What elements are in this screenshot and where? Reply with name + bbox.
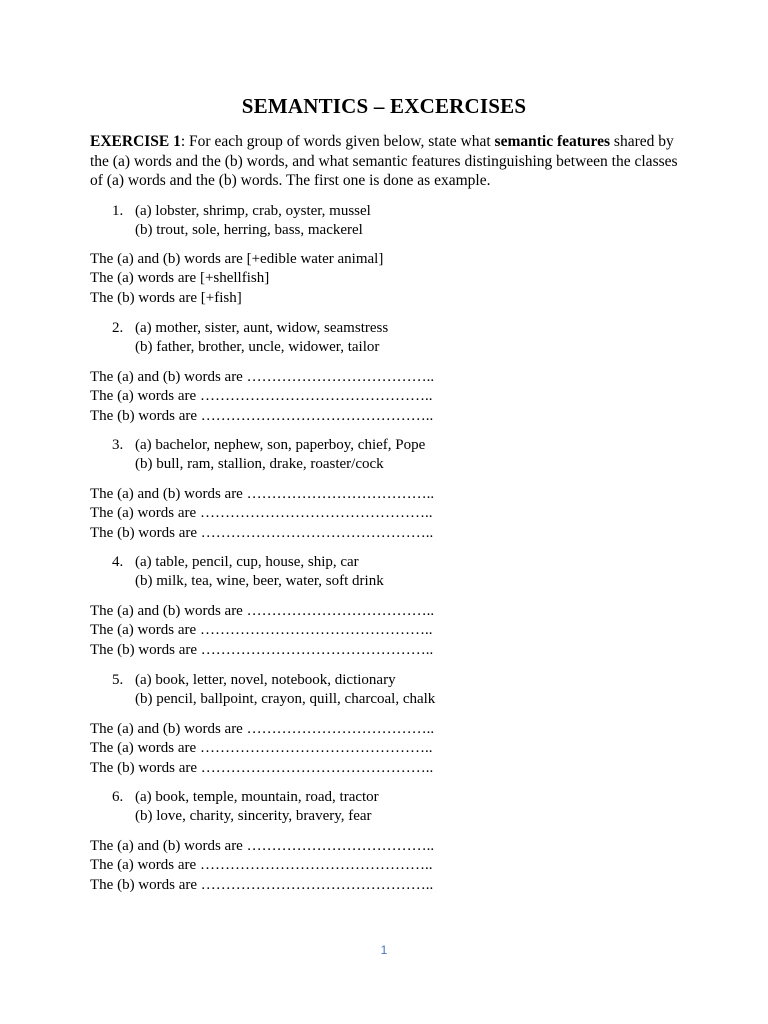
answer-line-b: The (b) words are ………………………………………..	[90, 876, 434, 893]
answer-line-shared: The (a) and (b) words are ………………………………..	[90, 838, 435, 854]
exercise-item-4	[112, 553, 384, 591]
item-b-words: (b) father, brother, uncle, widower, tailor	[135, 339, 380, 355]
answers-5	[90, 720, 434, 778]
answers-4	[90, 602, 434, 660]
exercise-item-5	[112, 671, 435, 709]
page-number: 1	[380, 943, 388, 957]
answer-line-a: The (a) words are ………………………………………..	[90, 505, 433, 522]
item-b-words: (b) milk, tea, wine, beer, water, soft drink	[135, 573, 384, 589]
item-number: 4.	[112, 554, 124, 570]
answer-line-shared: The (a) and (b) words are ………………………………..	[90, 369, 435, 385]
exercise-label: EXERCISE 1	[90, 133, 181, 150]
answer-line-shared: The (a) and (b) words are [+edible water animal]	[90, 251, 384, 267]
answers-6	[90, 837, 434, 895]
item-a-words: (a) book, temple, mountain, road, tractor	[135, 789, 379, 805]
exercise-item-3	[112, 436, 425, 474]
exercise-instructions	[90, 132, 690, 191]
item-number: 5.	[112, 672, 124, 688]
answer-line-b: The (b) words are ………………………………………..	[90, 524, 434, 541]
instructions-text-1: : For each group of words given below, state what	[180, 133, 495, 150]
answer-line-a: The (a) words are ………………………………………..	[90, 740, 433, 757]
answer-line-b: The (b) words are [+fish]	[90, 289, 242, 306]
answer-line-shared: The (a) and (b) words are ………………………………..	[90, 486, 435, 502]
answer-line-b: The (b) words are ………………………………………..	[90, 407, 434, 424]
instructions-bold-phrase: semantic features	[494, 133, 611, 150]
exercise-item-1	[112, 202, 371, 240]
answer-line-a: The (a) words are ………………………………………..	[90, 857, 433, 874]
answers-2	[90, 368, 434, 426]
answer-line-a: The (a) words are [+shellfish]	[90, 270, 270, 287]
item-number: 6.	[112, 789, 124, 805]
item-a-words: (a) table, pencil, cup, house, ship, car	[135, 554, 359, 570]
answer-line-a: The (a) words are ………………………………………..	[90, 622, 433, 639]
item-number: 1.	[112, 203, 124, 219]
answer-line-b: The (b) words are ………………………………………..	[90, 641, 434, 658]
item-number: 2.	[112, 320, 124, 336]
answer-line-shared: The (a) and (b) words are ………………………………..	[90, 721, 435, 737]
item-a-words: (a) bachelor, nephew, son, paperboy, chief, Pope	[135, 437, 426, 453]
exercise-item-2	[112, 319, 388, 357]
item-a-words: (a) book, letter, novel, notebook, dictionary	[135, 672, 396, 688]
answer-line-shared: The (a) and (b) words are ………………………………..	[90, 603, 435, 619]
page-title: SEMANTICS – EXCERCISES	[241, 94, 527, 118]
item-a-words: (a) mother, sister, aunt, widow, seamstress	[135, 320, 389, 336]
item-number: 3.	[112, 437, 124, 453]
answer-line-b: The (b) words are ………………………………………..	[90, 759, 434, 776]
exercise-item-6	[112, 788, 379, 826]
item-b-words: (b) love, charity, sincerity, bravery, fear	[135, 808, 372, 824]
answers-1	[90, 250, 383, 308]
instructions-text-2: shared by the (a) words and the (b) words, and what semantic features distinguishing between the classes of (a) words and the (b) words. The first one is done as example.	[90, 133, 678, 189]
item-b-words: (b) trout, sole, herring, bass, mackerel	[135, 222, 363, 238]
item-b-words: (b) pencil, ballpoint, crayon, quill, charcoal, chalk	[135, 691, 436, 707]
answer-line-a: The (a) words are ………………………………………..	[90, 388, 433, 405]
item-b-words: (b) bull, ram, stallion, drake, roaster/cock	[135, 456, 384, 472]
answers-3	[90, 485, 434, 543]
item-a-words: (a) lobster, shrimp, crab, oyster, mussel	[135, 203, 371, 219]
